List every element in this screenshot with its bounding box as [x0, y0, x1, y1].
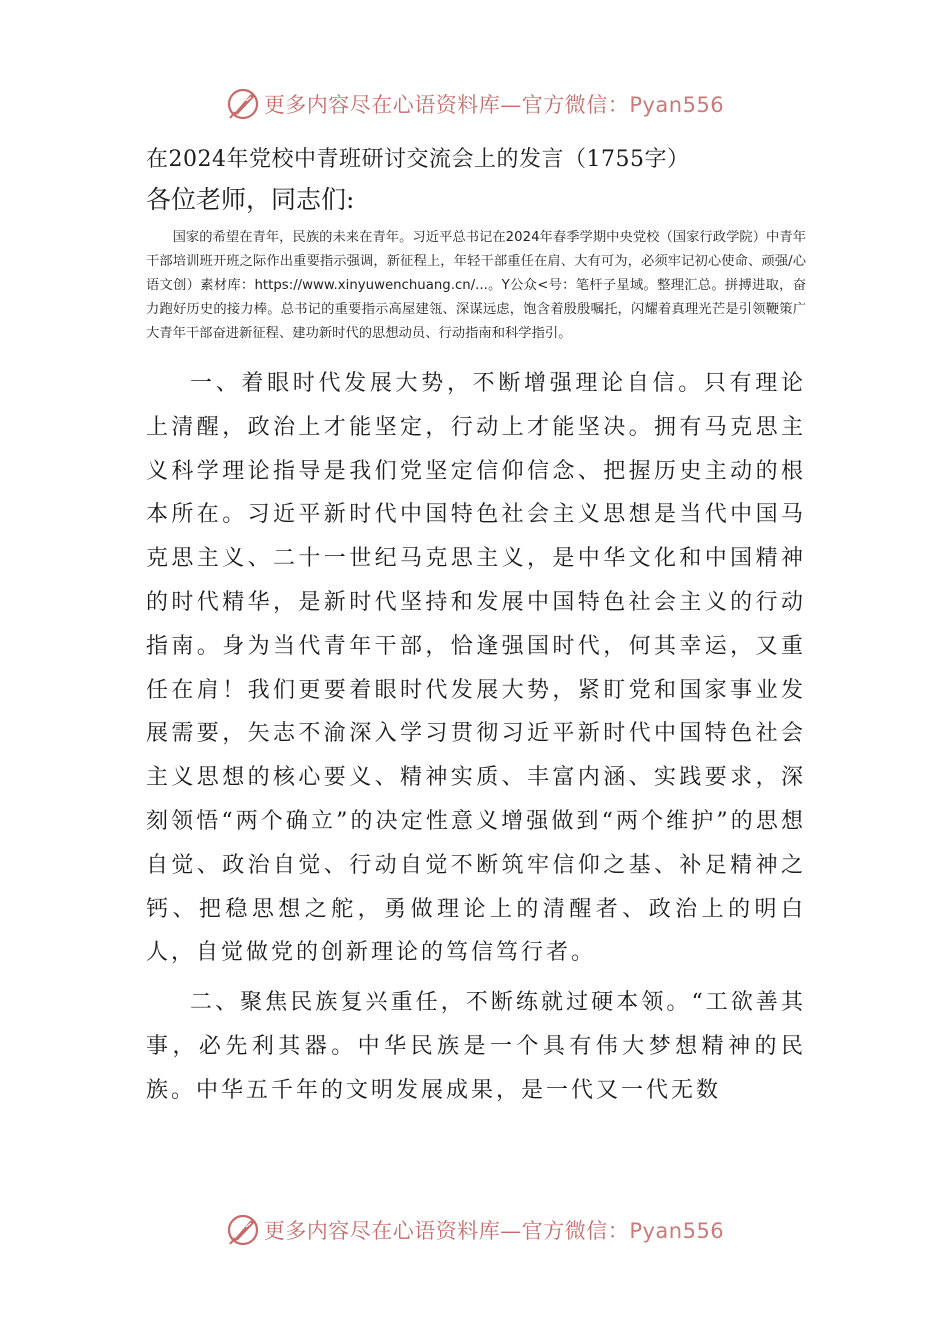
quill-logo-icon: [226, 87, 260, 121]
quill-logo-icon: [226, 1213, 260, 1247]
body-paragraph-2: 二、聚焦民族复兴重任，不断练就过硬本领。“工欲善其事，必先利其器。中华民族是一个具有伟大梦想精神的民族。中华五千年的文明发展成果，是一代又一代无数: [146, 990, 806, 1103]
intro-paragraph: 国家的希望在青年，民族的未来在青年。习近平总书记在2024年春季学期中央党校（国家行政学院）中青年干部培训班开班之际作出重要指示强调，新征程上，年轻干部重任在肩、大有可为，必须牢记初心使命、顽强/心语文创）素材库：https://www.xinyuwenchuang.cn/...。Y公众<号：笔杆子星域。整理汇总。拼搏进取，奋力跑好历史的接力棒。总书记的重要指示高屋建瓴、深谋远虑，饱含着殷殷嘱托，闪耀着真理光芒是引领鞭策广大青年干部奋进新征程、建功新时代的思想动员、行动指南和科学指引。: [146, 230, 806, 341]
body-paragraph-1: 一、着眼时代发展大势，不断增强理论自信。只有理论上清醒，政治上才能坚定，行动上才能坚决。拥有马克思主义科学理论指导是我们党坚定信仰信念、把握历史主动的根本所在。习近平新时代中国特色社会主义思想是当代中国马克思主义、二十一世纪马克思主义，是中华文化和中国精神的时代精华，是新时代坚持和发展中国特色社会主义的行动指南。身为当代青年干部，恰逢强国时代，何其幸运，又重任在肩！我们更要着眼时代发展大势，紧盯党和国家事业发展需要，矢志不渝深入学习贯彻习近平新时代中国特色社会主义思想的核心要义、精神实质、丰富内涵、实践要求，深刻领悟“两个确立”的决定性意义增强做到“两个维护”的思想自觉、政治自觉、行动自觉不断筑牢信仰之基、补足精神之钙、把稳思想之舵，勇做理论上的清醒者、政治上的明白人，自觉做党的创新理论的笃信笃行者。: [146, 371, 806, 966]
watermark-text-cn: 更多内容尽在心语资料库—官方微信：: [263, 93, 630, 117]
watermark-text: [264, 89, 724, 119]
watermark-text: [264, 1215, 724, 1245]
watermark-text-cn: 更多内容尽在心语资料库—官方微信：: [263, 1219, 630, 1243]
document-title: 在2024年党校中青班研讨交流会上的发言（1755字）: [146, 147, 690, 172]
salutation: 各位老师，同志们:: [146, 185, 355, 214]
watermark-wechat-id: Pyan556: [629, 93, 725, 117]
document-body: [146, 140, 806, 1119]
header-watermark-banner: [0, 84, 950, 124]
footer-watermark-banner: [0, 1210, 950, 1250]
watermark-wechat-id: Pyan556: [629, 1219, 725, 1243]
